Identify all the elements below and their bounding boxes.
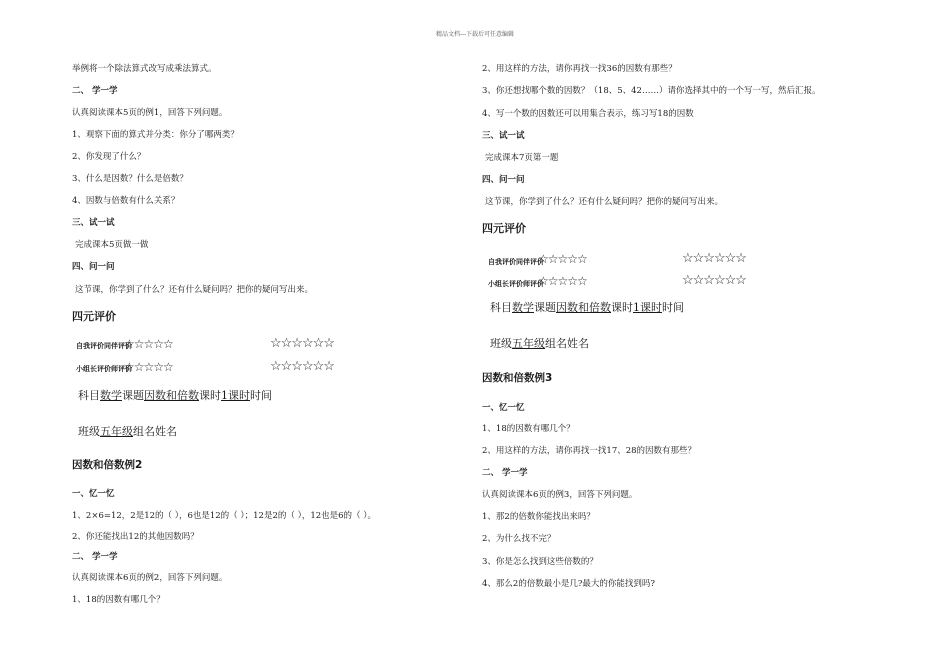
lesson-meta-line (78, 388, 272, 403)
text-line: 完成课本5页做一做 (75, 240, 149, 250)
text-line: 完成课本7页第一题 (485, 153, 559, 163)
question: 2、你发现了什么？ (72, 152, 146, 162)
text-line: 这节课，你学到了什么？还有什么疑问吗？把你的疑问写出来。 (75, 285, 314, 295)
section-heading: 三、试一试 (72, 218, 115, 228)
star-rating-icon: ☆☆☆☆☆ (538, 252, 587, 266)
evaluation-title: 四元评价 (482, 222, 526, 235)
section-heading: 一、忆一忆 (72, 489, 115, 499)
evaluation-title: 四元评价 (72, 310, 116, 323)
right-column (482, 0, 882, 672)
period-prefix: 课时 (199, 389, 221, 402)
self-evaluation-label: 自我评价同伴评价 (488, 258, 544, 266)
star-rating-icon: ☆☆☆☆☆ (124, 360, 173, 374)
text-line: 举例将一个除法算式改写成乘法算式。 (72, 64, 217, 74)
section-heading: 二、 学一学 (482, 468, 528, 478)
question: 3、你还想找哪个数的因数？（18、5、42……）请你选择其中的一个写一写，然后汇报。 (482, 86, 821, 96)
question: 4、那么2的倍数最小是几?最大的你能找到吗? (482, 579, 655, 589)
grade-value: 五年级 (100, 425, 133, 438)
star-rating-icon: ☆☆☆☆☆☆ (270, 359, 334, 374)
time-label: 时间 (662, 301, 684, 314)
class-prefix: 班级 (78, 425, 100, 438)
section-heading: 二、 学一学 (72, 86, 118, 96)
topic-value: 因数和倍数 (144, 389, 199, 402)
text-line: 认真阅读课本5页的例1，回答下列问题。 (72, 108, 228, 118)
question: 2、为什么找不完？ (482, 534, 556, 544)
subject-value: 数学 (512, 301, 534, 314)
group-evaluation-label: 小组长评价师评价 (76, 365, 132, 373)
section-heading: 一、忆一忆 (482, 403, 525, 413)
question: 1、那2的倍数你能找出来吗？ (482, 512, 595, 522)
text-line: 认真阅读课本6页的例3，回答下列问题。 (482, 490, 638, 500)
grade-value: 五年级 (512, 337, 545, 350)
question: 2、你还能找出12的其他因数吗？ (72, 532, 199, 542)
question: 4、写一个数的因数还可以用集合表示，练习写18的因数 (482, 109, 694, 119)
text-line: 这节课，你学到了什么？还有什么疑问吗？把你的疑问写出来。 (485, 197, 724, 207)
example-title: 因数和倍数例3 (482, 372, 553, 384)
group-name-label: 组名姓名 (133, 425, 177, 438)
topic-prefix: 课题 (122, 389, 144, 402)
question: 2、用这样的方法，请你再找一找17、28的因数有那些？ (482, 446, 697, 456)
class-line (490, 336, 589, 351)
class-line (78, 424, 177, 439)
left-column (72, 0, 472, 672)
subject-prefix: 科目 (490, 301, 512, 314)
question: 3、你是怎么找到这些倍数的？ (482, 557, 598, 567)
self-evaluation-label: 自我评价同伴评价 (76, 342, 132, 350)
period-prefix: 课时 (611, 301, 633, 314)
question: 1、2×6=12，2是12的（ ），6也是12的（ ）；12是2的（ ），12也是6的（ ）。 (72, 511, 376, 521)
class-prefix: 班级 (490, 337, 512, 350)
question: 4、因数与倍数有什么关系？ (72, 196, 180, 206)
topic-value: 因数和倍数 (556, 301, 611, 314)
question: 1、观察下面的算式并分类：你分了哪两类？ (72, 130, 239, 140)
star-rating-icon: ☆☆☆☆☆☆ (682, 251, 746, 266)
lesson-meta-line (490, 300, 684, 315)
question: 3、什么是因数？什么是倍数？ (72, 174, 188, 184)
group-name-label: 组名姓名 (545, 337, 589, 350)
section-heading: 四、问一问 (482, 175, 525, 185)
question: 1、18的因数有哪几个？ (482, 424, 575, 434)
star-rating-icon: ☆☆☆☆☆☆ (270, 336, 334, 351)
subject-prefix: 科目 (78, 389, 100, 402)
star-rating-icon: ☆☆☆☆☆ (124, 337, 173, 351)
section-heading: 四、问一问 (72, 262, 115, 272)
section-heading: 三、试一试 (482, 131, 525, 141)
text-line: 认真阅读课本6页的例2，回答下列问题。 (72, 573, 228, 583)
subject-value: 数学 (100, 389, 122, 402)
period-value: 1课时 (221, 389, 250, 402)
question: 2、用这样的方法，请你再找一找36的因数有那些？ (482, 64, 677, 74)
page-header: 精品文档---下载后可任意编辑 (435, 31, 515, 38)
star-rating-icon: ☆☆☆☆☆☆ (682, 273, 746, 288)
group-evaluation-label: 小组长评价师评价 (488, 280, 544, 288)
time-label: 时间 (250, 389, 272, 402)
section-heading: 二、 学一学 (72, 552, 118, 562)
star-rating-icon: ☆☆☆☆☆ (538, 274, 587, 288)
period-value: 1课时 (633, 301, 662, 314)
topic-prefix: 课题 (534, 301, 556, 314)
question: 1、18的因数有哪几个？ (72, 595, 165, 605)
example-title: 因数和倍数例2 (72, 459, 143, 471)
